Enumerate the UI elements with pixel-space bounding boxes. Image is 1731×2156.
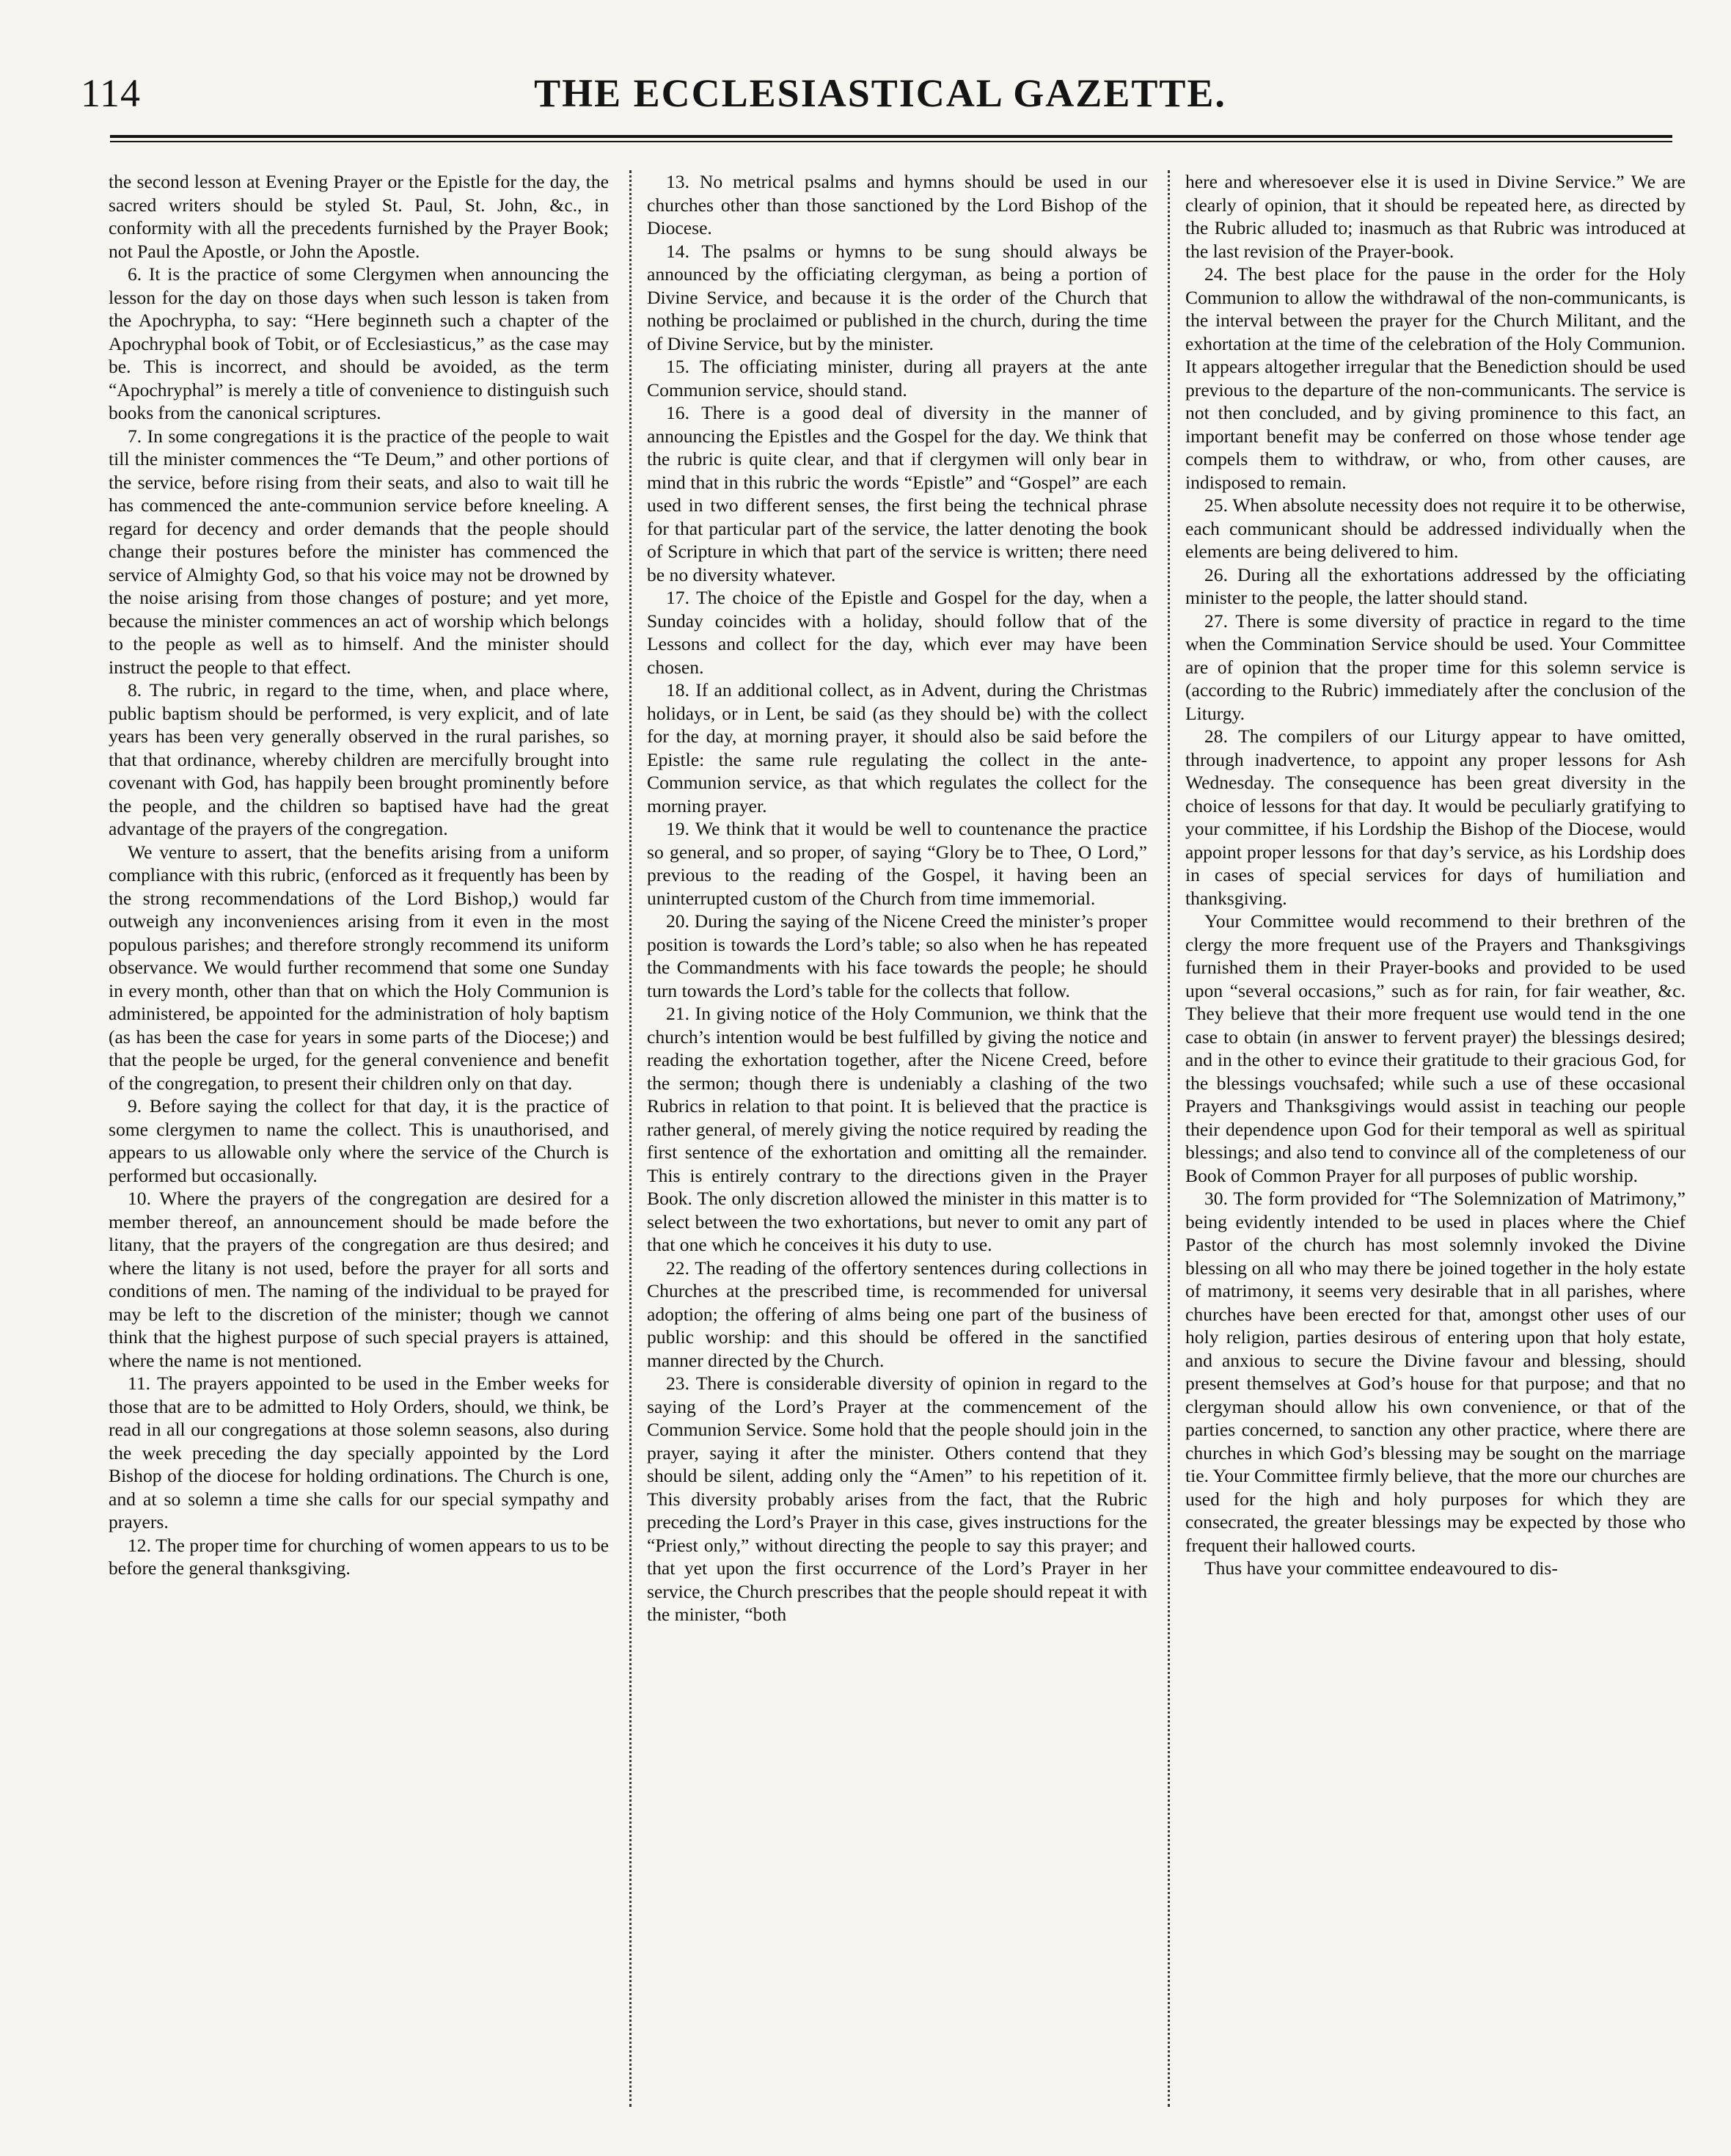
paragraph: Your Committee would recommend to their brethren of the clergy the more frequent use of the Prayers and Thanksgivings furnished them in their Prayer-books and provided to be used upon “several occasions,” such as for rain, for fair weather, &c. They believe that their more frequent use would tend in the one case to obtain (in answer to fervent prayer) the blessings desired; and in the other to evince their gratitude to their gracious God, for the blessings vouchsafed; while such a use of these occasional Prayers and Thanksgivings would assist in teaching our people their dependence upon God for their temporal as well as spiritual blessings; and also tend to convince all of the completeness of our Book of Common Prayer for all purposes of public worship. [1185,910,1686,1186]
paragraph: 25. When absolute necessity does not require it to be otherwise, each communicant should be addressed individually when the elements are being delivered to him. [1185,494,1686,562]
page-header [81,70,1680,129]
paragraph: 11. The prayers appointed to be used in the Ember weeks for those that are to be admitted to Holy Orders, should, we think, be read in all our congregations at those solemn seasons, also during the week preceding the day specially appointed by the Lord Bishop of the diocese for holding ordinations. The Church is one, and at so solemn a time she calls for our special sympathy and prayers. [109,1373,609,1532]
paragraph: 8. The rubric, in regard to the time, when, and place where, public baptism should be performed, is very explicit, and of late years has been very generally observed in the rural parishes, so that that ordinance, whereby children are mercifully brought into covenant with God, has happily been brought prominently before the people, and the children so baptised have had the great advantage of the prayers of the congregation. [109,679,609,839]
paragraph: 30. The form provided for “The Solemnization of Matrimony,” being evidently intended to be used in places where the Chief Pastor of the church has most solemnly invoked the Divine blessing on all who may there be joined together in the holy estate of matrimony, it seems very desirable that in all parishes, where churches have been erected for that, amongst other uses of our holy religion, parties desirous of entering upon that holy estate, and anxious to secure the Divine favour and blessing, should present themselves at God’s house for that purpose; and that no clergyman should allow his own convenience, or that of the parties concerned, to sanction any other practice, where there are churches in which God’s blessing may be sought on the marriage tie. Your Committee firmly believe, that the more our churches are used for the high and holy purposes for which they are consecrated, the greater blessings may be expected by those who frequent their hallowed courts. [1185,1188,1686,1556]
paragraph: Thus have your committee endeavoured to dis- [1204,1557,1558,1579]
paragraph: 9. Before saying the collect for that day, it is the practice of some clergymen to name the collect. This is unauthorised, and appears to us allowable only where the service of the Church is performed but occasionally. [109,1095,609,1186]
page-number: 114 [81,71,141,115]
paragraph: 14. The psalms or hymns to be sung should always be announced by the officiating clergyman, as being a portion of Divine Service, and because it is the order of the Church that nothing be proclaimed or published in the church, during the time of Divine Service, but by the minister. [647,240,1147,354]
header-rule-thin [110,141,1672,142]
paragraph: 12. The proper time for churching of women appears to us to be before the general thanksgiving. [109,1534,609,1579]
paragraph: We venture to assert, that the benefits arising from a uniform compliance with this rubric, (enforced as it frequently has been by the strong recommendations of the Lord Bishop,) would far outweigh any inconveniences arising from it even in the most populous parishes; and therefore strongly recommend its uniform observance. We would further recommend that some one Sunday in every month, other than that on which the Holy Communion is administered, be appointed for the administration of holy baptism (as has been the case for years in some parts of the Diocese;) and that the people be urged, for the general convenience and benefit of the congregation, to present their children only on that day. [109,841,609,1094]
paragraph: 26. During all the exhortations addressed by the officiating minister to the people, the latter should stand. [1185,563,1686,608]
paragraph: 23. There is considerable diversity of opinion in regard to the saying of the Lord’s Prayer at the commencement of the Communion Service. Some hold that the people should join in the prayer, saying it after the minister. Others contend that they should be silent, adding only the “Amen” to his repetition of it. This diversity probably arises from the fact, that the Rubric preceding the Lord’s Prayer in this case, gives instructions for the “Priest only,” without directing the people to say this prayer; and that yet upon the first occurrence of the Lord’s Prayer in her service, the Church prescribes that the people should repeat it with the minister, “both [647,1373,1147,1625]
paragraph: 13. No metrical psalms and hymns should be used in our churches other than those sanctioned by the Lord Bishop of the Diocese. [647,171,1147,238]
masthead-title: THE ECCLESIASTICAL GAZETTE. [534,71,1226,115]
paragraph: 17. The choice of the Epistle and Gospel for the day, when a Sunday coincides with a holiday, should follow that of the Lessons and collect for the day, which ever may have been chosen. [647,587,1147,678]
text-columns [109,170,1686,2122]
paragraph: 10. Where the prayers of the congregation are desired for a member thereof, an announcement should be made before the litany, that the prayers of the congregation are thus desired; and where the litany is not used, before the prayer for all sorts and conditions of men. The naming of the individual to be prayed for may be left to the discretion of the minister; though we cannot think that the highest purpose of such special prayers is attained, where the name is not mentioned. [109,1188,609,1371]
paragraph: 15. The officiating minister, during all prayers at the ante Communion service, should stand. [647,356,1147,401]
paragraph: 27. There is some diversity of practice in regard to the time when the Commination Service should be used. Your Committee are of opinion that the proper time for this solemn service is (according to the Rubric) immediately after the conclusion of the Liturgy. [1185,610,1686,724]
column-divider [629,170,632,2107]
paragraph: 24. The best place for the pause in the order for the Holy Communion to allow the withdrawal of the non-communicants, is the interval between the prayer for the Church Militant, and the exhortation at the time of the celebration of the Holy Communion. It appears altogether irregular that the Benediction should be used previous to the departure of the non-communicants. The service is not then concluded, and by giving prominence to this fact, an important benefit may be conferred on those whose tender age compels them to withdraw, or who, from other causes, are indisposed to remain. [1185,263,1686,493]
paragraph: 28. The compilers of our Liturgy appear to have omitted, through inadvertence, to appoint any proper lessons for Ash Wednesday. The consequence has been great diversity in the choice of lessons for that day. It would be peculiarly gratifying to your committee, if his Lordship the Bishop of the Diocese, would appoint proper lessons for that day’s service, as his Lordship does in cases of special services for days of humiliation and thanksgiving. [1185,726,1686,909]
paragraph: 16. There is a good deal of diversity in the manner of announcing the Epistles and the Gospel for the day. We think that the rubric is quite clear, and that if clergymen will only bear in mind that in this rubric the words “Epistle” and “Gospel” are each used in two different senses, the first being the technical phrase for that particular part of the service, the latter denoting the book of Scripture in which that part of the service is written; there need be no diversity whatever. [647,402,1147,585]
paragraph: 22. The reading of the offertory sentences during collections in Churches at the prescribed time, is recommended for universal adoption; the offering of alms being one part of the business of public worship: and this should be offered in the sanctified manner directed by the Church. [647,1257,1147,1371]
paragraph: 21. In giving notice of the Holy Communion, we think that the church’s intention would be best fulfilled by giving the notice and reading the exhortation together, after the Nicene Creed, before the sermon; though there is undeniably a clashing of the two Rubrics in relation to that point. It is believed that the practice is rather general, of merely giving the notice required by reading the first sentence of the exhortation and omitting all the remainder. This is entirely contrary to the directions given in the Prayer Book. The only discretion allowed the minister in this matter is to select between the two exhortations, but never to omit any part of that one which he conceives it his duty to use. [647,1003,1147,1255]
paragraph: here and wheresoever else it is used in Divine Service.” We are clearly of opinion, that it should be repeated here, as directed by the Rubric alluded to; inasmuch as that Rubric was introduced at the last revision of the Prayer-book. [1185,171,1686,262]
paragraph: 20. During the saying of the Nicene Creed the minister’s proper position is towards the Lord’s table; so also when he has repeated the Commandments with his face towards the people; he should turn towards the Lord’s table for the collects that follow. [647,910,1147,1001]
paragraph: 7. In some congregations it is the practice of the people to wait till the minister commences the “Te Deum,” and other portions of the service, before rising from their seats, and also to wait till he has commenced the ante-communion service before kneeling. A regard for decency and order demands that the people should change their postures before the minister has commenced the service of Almighty God, so that his voice may not be drowned by the noise arising from those changes of posture; and yet more, because the minister commences an act of worship which belongs to the people as well as to himself. And the minister should instruct the people to that effect. [109,425,609,678]
paragraph: 19. We think that it would be well to countenance the practice so general, and so proper, of saying “Glory be to Thee, O Lord,” previous to the reading of the Gospel, it having been an uninterrupted custom of the Church from time immemorial. [647,818,1147,909]
header-rule [110,135,1672,138]
paragraph: 6. It is the practice of some Clergymen when announcing the lesson for the day on those days when such lesson is taken from the Apochrypha, to say: “Here beginneth such a chapter of the Apochryphal book of Tobit, or of Ecclesiasticus,” as the case may be. This is incorrect, and should be avoided, as the term “Apochryphal” is merely a title of convenience to distinguish such books from the canonical scriptures. [109,263,609,423]
column-3 [1185,170,1686,2122]
column-1 [109,170,609,2122]
column-2 [647,170,1147,2122]
paragraph: the second lesson at Evening Prayer or the Epistle for the day, the sacred writers should be styled St. Paul, St. John, &c., in conformity with all the precedents furnished by the Prayer Book; not Paul the Apostle, or John the Apostle. [109,171,609,262]
column-divider [1168,170,1170,2107]
paragraph: 18. If an additional collect, as in Advent, during the Christmas holidays, or in Lent, be said (as they should be) with the collect for the day, at morning prayer, it should also be said before the Epistle: the same rule regulating the collect in the ante-Communion service, as that which regulates the collect for the morning prayer. [647,679,1147,816]
